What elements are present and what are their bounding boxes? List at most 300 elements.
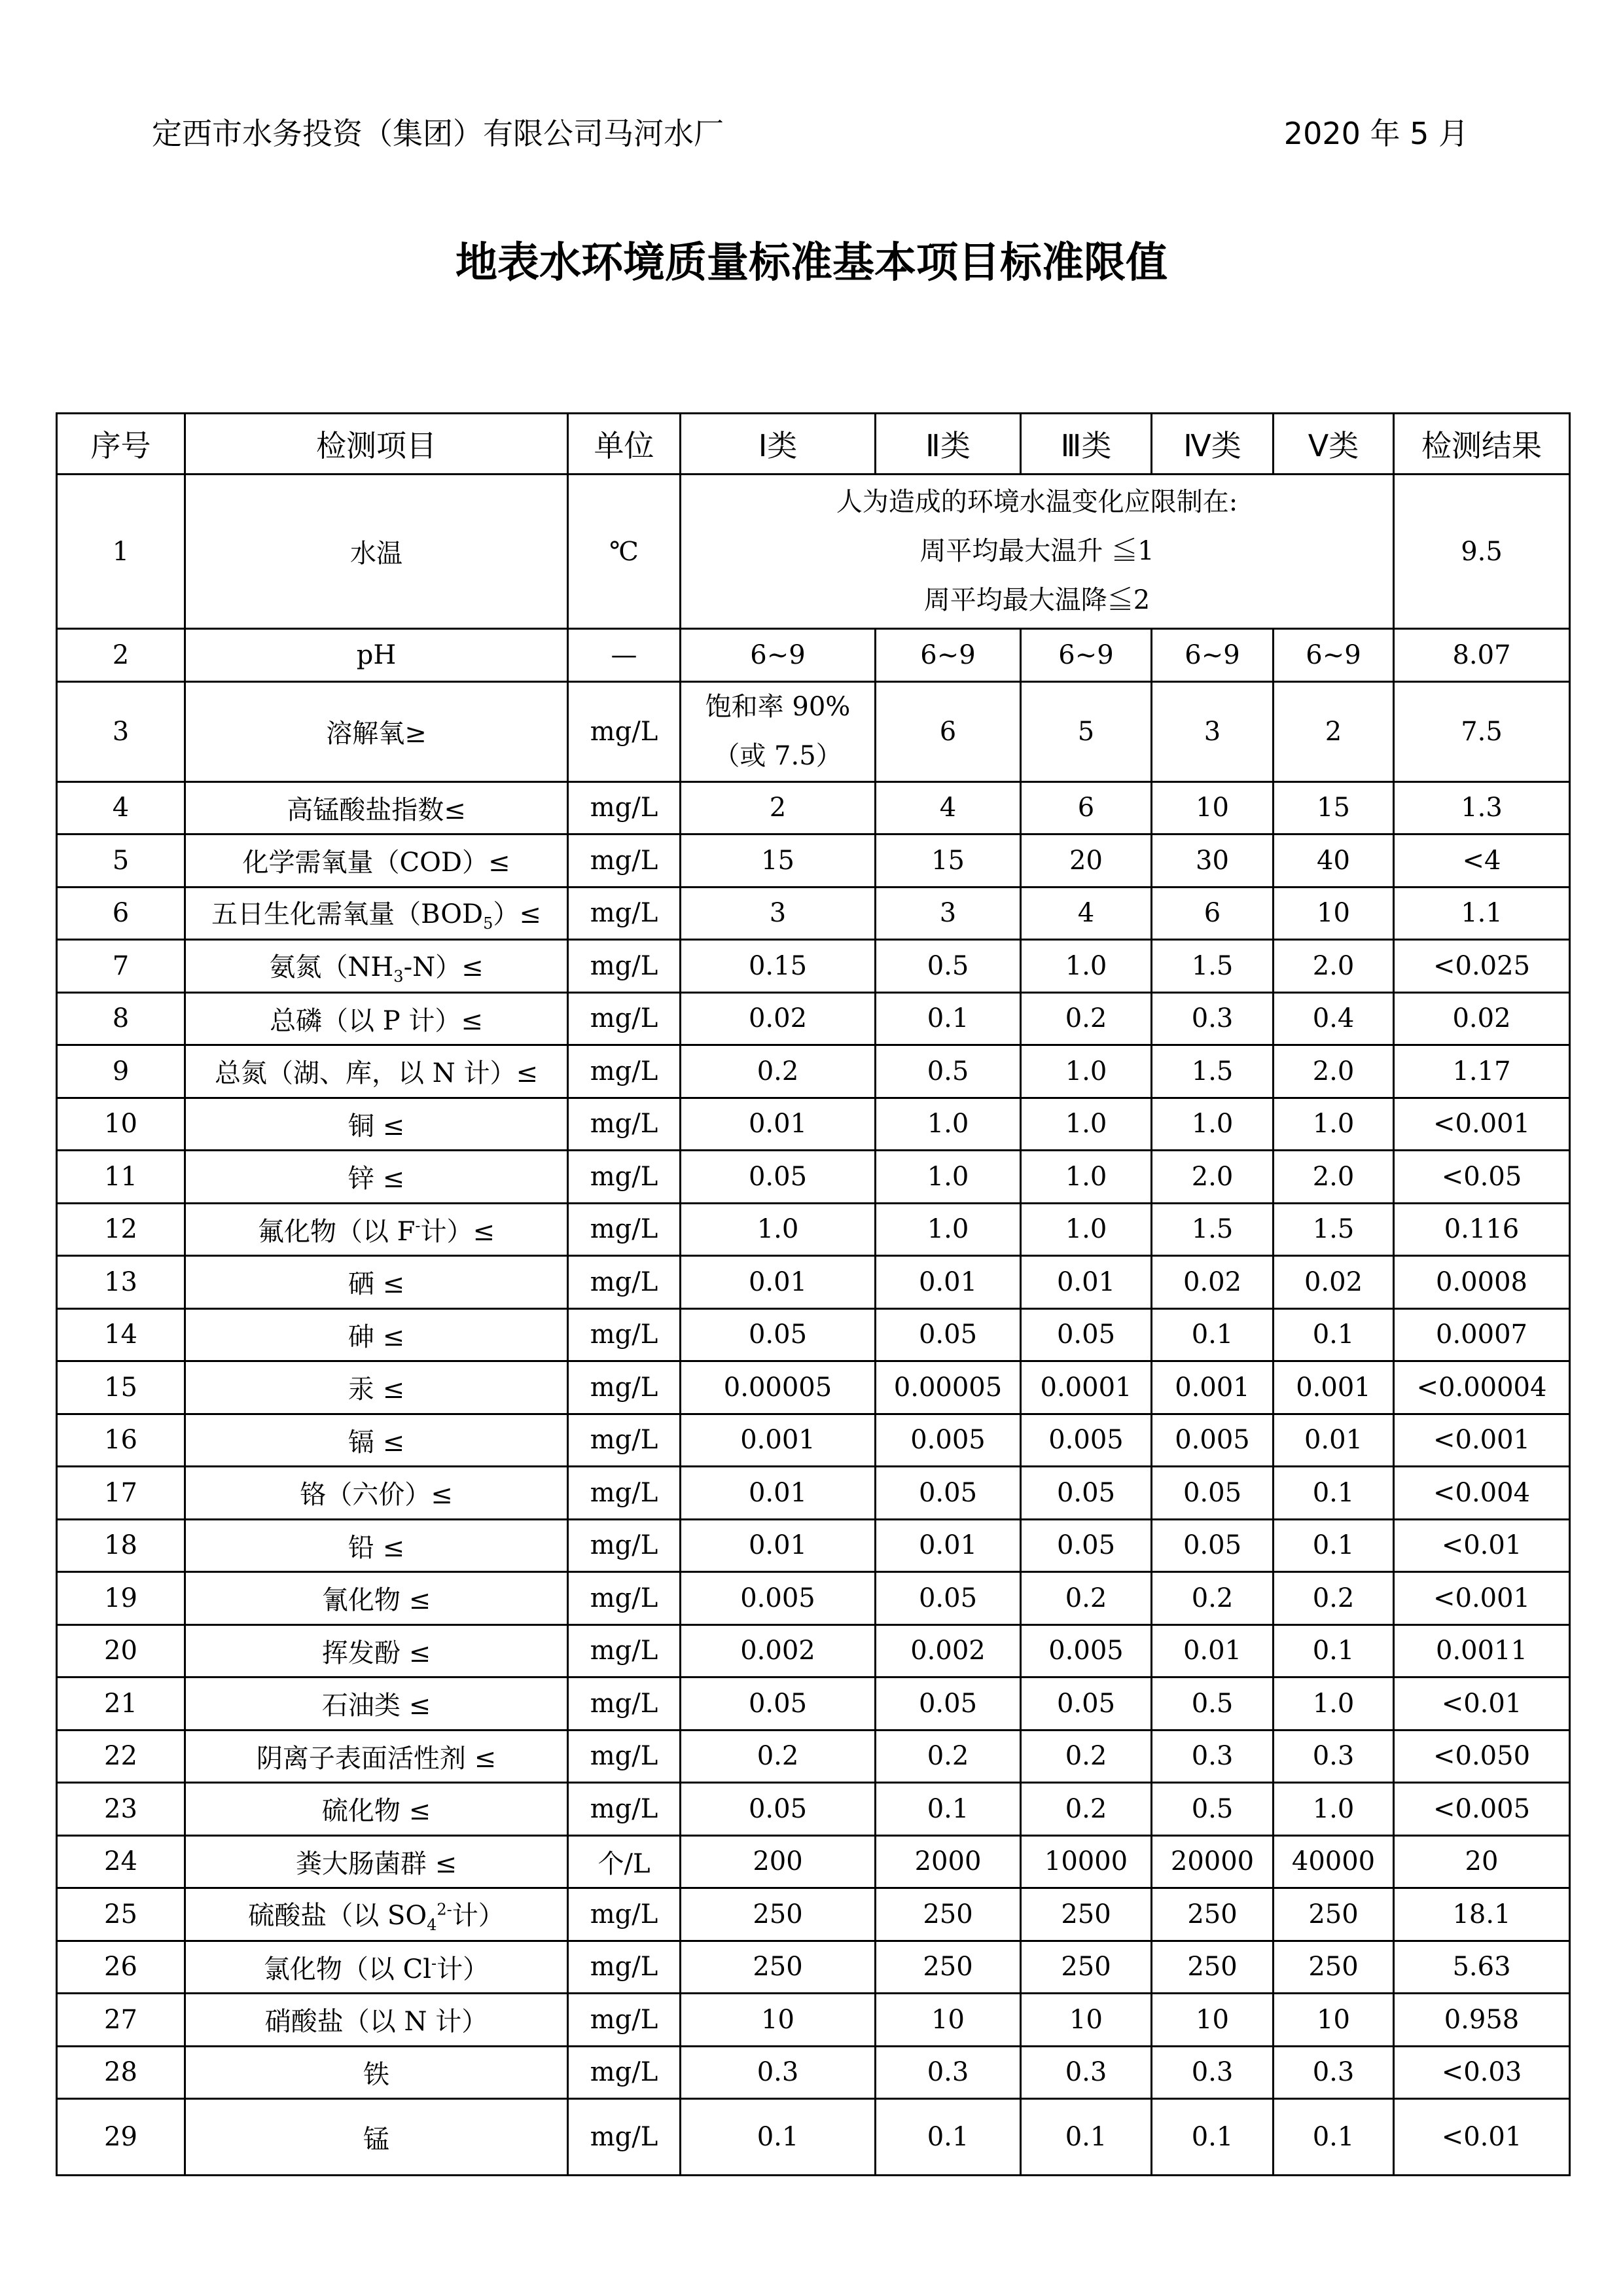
col-header-class-2: Ⅱ类 (876, 414, 1021, 475)
cell-item: 铬（六价）≤ (185, 1467, 568, 1520)
cell-class-3: 0.005 (1021, 1414, 1152, 1467)
cell-no: 16 (57, 1414, 185, 1467)
cell-item: 硝酸盐（以 N 计） (185, 1994, 568, 2047)
cell-class-4: 0.3 (1152, 992, 1274, 1045)
cell-no: 23 (57, 1783, 185, 1836)
cell-class-1: 0.2 (681, 1730, 876, 1783)
cell-result: 1.1 (1394, 887, 1570, 940)
cell-class-1: 0.2 (681, 1045, 876, 1098)
item-text: 计） (452, 1900, 505, 1931)
cell-class-5: 1.5 (1274, 1203, 1394, 1256)
subscript: 3 (393, 967, 404, 986)
cell-no: 4 (57, 781, 185, 834)
superscript: - (415, 1216, 421, 1235)
table-row (57, 1572, 1570, 1625)
cell-result: 0.0007 (1394, 1308, 1570, 1361)
cell-unit: mg/L (568, 1151, 681, 1204)
cell-class-4: 2.0 (1152, 1151, 1274, 1204)
cell-item (185, 1941, 568, 1994)
cell-result: <0.01 (1394, 1677, 1570, 1731)
cell-class-2: 0.5 (876, 940, 1021, 993)
cell-class-1: 0.01 (681, 1256, 876, 1309)
cell-class-3: 0.3 (1021, 2046, 1152, 2099)
cell-class-1: 0.01 (681, 1098, 876, 1151)
cell-class-5: 6~9 (1274, 629, 1394, 682)
cell-unit: mg/L (568, 1941, 681, 1994)
cell-class-3: 0.2 (1021, 1730, 1152, 1783)
cell-class-1: 0.005 (681, 1572, 876, 1625)
cell-result: <0.050 (1394, 1730, 1570, 1783)
cell-class-5: 0.2 (1274, 1572, 1394, 1625)
cell-unit: mg/L (568, 1730, 681, 1783)
cell-class-4: 1.5 (1152, 1045, 1274, 1098)
cell-unit: mg/L (568, 1783, 681, 1836)
cell-item: 镉 ≤ (185, 1414, 568, 1467)
table-row (57, 2046, 1570, 2099)
table-row (57, 1730, 1570, 1783)
cell-class-3: 0.2 (1021, 992, 1152, 1045)
cell-unit: mg/L (568, 1098, 681, 1151)
item-text: 五日生化需氧量（BOD (211, 899, 484, 930)
page-title: 地表水环境质量标准基本项目标准限值 (455, 239, 1168, 287)
cell-class-1: 250 (681, 1888, 876, 1941)
table-row (57, 1414, 1570, 1467)
cell-class-4: 250 (1152, 1941, 1274, 1994)
cell-no: 13 (57, 1256, 185, 1309)
cell-class-4: 0.3 (1152, 1730, 1274, 1783)
cell-class-2: 0.1 (876, 992, 1021, 1045)
table-row (57, 834, 1570, 888)
cell-class-3: 1.0 (1021, 1151, 1152, 1204)
cell-unit: mg/L (568, 1572, 681, 1625)
cell-class-1: 0.05 (681, 1151, 876, 1204)
cell-item (185, 940, 568, 993)
note-line: 周平均最大温降≦2 (923, 585, 1150, 615)
cell-unit: mg/L (568, 781, 681, 834)
superscript: - (431, 1954, 437, 1973)
cell-result: <0.025 (1394, 940, 1570, 993)
cell-class-1: 15 (681, 834, 876, 888)
cell-unit: mg/L (568, 1677, 681, 1731)
cell-class-4: 0.005 (1152, 1414, 1274, 1467)
cell-result: 0.0011 (1394, 1624, 1570, 1677)
superscript: 2- (437, 1900, 452, 1919)
cell-item (185, 887, 568, 940)
cell-class-2: 3 (876, 887, 1021, 940)
cell-class-1: 0.00005 (681, 1361, 876, 1414)
cell-class-4: 1.0 (1152, 1098, 1274, 1151)
table-row (57, 1151, 1570, 1204)
cell-unit: mg/L (568, 2046, 681, 2099)
cell-class-3: 6 (1021, 781, 1152, 834)
cell-class-2: 1.0 (876, 1151, 1021, 1204)
cell-result: 20 (1394, 1835, 1570, 1888)
cell-no: 1 (57, 475, 185, 629)
cell-result: 1.17 (1394, 1045, 1570, 1098)
cell-unit: mg/L (568, 992, 681, 1045)
cell-unit: mg/L (568, 2099, 681, 2176)
table-row (57, 1045, 1570, 1098)
cell-class-5: 2.0 (1274, 1045, 1394, 1098)
table-row (57, 2099, 1570, 2176)
cell-class-4: 0.5 (1152, 1677, 1274, 1731)
cell-class-5: 0.1 (1274, 1308, 1394, 1361)
cell-class-3: 5 (1021, 681, 1152, 781)
cell-no: 14 (57, 1308, 185, 1361)
table-row (57, 1783, 1570, 1836)
cell-class-5: 0.4 (1274, 992, 1394, 1045)
cell-no: 5 (57, 834, 185, 888)
cell-class-2: 2000 (876, 1835, 1021, 1888)
cell-class-2: 0.05 (876, 1308, 1021, 1361)
table-row (57, 1098, 1570, 1151)
cell-unit: mg/L (568, 834, 681, 888)
cell-class-2: 0.05 (876, 1467, 1021, 1520)
cell-unit: ℃ (568, 475, 681, 629)
cell-item: 水温 (185, 475, 568, 629)
cell-class-5: 40000 (1274, 1835, 1394, 1888)
cell-class-3: 0.1 (1021, 2099, 1152, 2176)
cell-class-2: 0.01 (876, 1519, 1021, 1572)
cell-unit: 个/L (568, 1835, 681, 1888)
cell-class-3: 10000 (1021, 1835, 1152, 1888)
cell-class-2: 0.05 (876, 1677, 1021, 1731)
cell-no: 21 (57, 1677, 185, 1731)
cell-class-2: 250 (876, 1888, 1021, 1941)
cell-class-3: 0.01 (1021, 1256, 1152, 1309)
table-row (57, 1624, 1570, 1677)
cell-no: 3 (57, 681, 185, 781)
cell-class-3: 10 (1021, 1994, 1152, 2047)
cell-class-3: 20 (1021, 834, 1152, 888)
cell-class-2: 4 (876, 781, 1021, 834)
cell-no: 22 (57, 1730, 185, 1783)
standards-table (56, 412, 1571, 2176)
cell-item: 硒 ≤ (185, 1256, 568, 1309)
cell-no: 20 (57, 1624, 185, 1677)
table-row (57, 681, 1570, 781)
cell-class-5: 0.001 (1274, 1361, 1394, 1414)
table-row (57, 1677, 1570, 1731)
cell-class-5: 250 (1274, 1941, 1394, 1994)
col-header-class-3: Ⅲ类 (1021, 414, 1152, 475)
cell-class-1: 0.02 (681, 992, 876, 1045)
table-row (57, 1941, 1570, 1994)
cell-class-2: 1.0 (876, 1098, 1021, 1151)
item-text: 氨氮（NH (269, 952, 394, 982)
cell-class-2: 0.002 (876, 1624, 1021, 1677)
cell-class-3: 6~9 (1021, 629, 1152, 682)
cell-item: 锌 ≤ (185, 1151, 568, 1204)
cell-class-3: 1.0 (1021, 1203, 1152, 1256)
table-row (57, 1994, 1570, 2047)
table-row (57, 887, 1570, 940)
cell-no: 12 (57, 1203, 185, 1256)
cell-item: 硫化物 ≤ (185, 1783, 568, 1836)
cell-class-5: 0.1 (1274, 1467, 1394, 1520)
cell-class-3: 0.05 (1021, 1308, 1152, 1361)
table-row (57, 1519, 1570, 1572)
cell-class-3: 1.0 (1021, 1098, 1152, 1151)
cell-class-1: 0.1 (681, 2099, 876, 2176)
item-text: 氟化物（以 F (257, 1216, 416, 1247)
cell-water-temp-note (681, 475, 1394, 629)
cell-no: 25 (57, 1888, 185, 1941)
cell-class-3: 0.05 (1021, 1467, 1152, 1520)
col-header-no: 序号 (57, 414, 185, 475)
cell-class-4: 10 (1152, 781, 1274, 834)
cell-unit: mg/L (568, 1256, 681, 1309)
cell-class-2: 0.3 (876, 2046, 1021, 2099)
cell-item (185, 1888, 568, 1941)
cell-class-3: 0.2 (1021, 1572, 1152, 1625)
cell-no: 15 (57, 1361, 185, 1414)
report-date: 2020 年 5 月 (1283, 116, 1469, 151)
cell-class-4: 0.01 (1152, 1624, 1274, 1677)
cell-item: 氰化物 ≤ (185, 1572, 568, 1625)
item-text: -N）≤ (403, 952, 484, 982)
cell-no: 29 (57, 2099, 185, 2176)
cell-class-3: 0.2 (1021, 1783, 1152, 1836)
cell-result: 5.63 (1394, 1941, 1570, 1994)
cell-class-3: 0.005 (1021, 1624, 1152, 1677)
cell-class-3: 1.0 (1021, 1045, 1152, 1098)
cell-item: 粪大肠菌群 ≤ (185, 1835, 568, 1888)
cell-class-4: 1.5 (1152, 940, 1274, 993)
cell-class-2: 1.0 (876, 1203, 1021, 1256)
cell-item: 挥发酚 ≤ (185, 1624, 568, 1677)
cell-class-2: 0.00005 (876, 1361, 1021, 1414)
note-line: 人为造成的环境水温变化应限制在: (836, 487, 1238, 517)
cell-class-2: 0.005 (876, 1414, 1021, 1467)
cell-class-4: 0.1 (1152, 2099, 1274, 2176)
cell-result: <0.001 (1394, 1572, 1570, 1625)
col-header-item: 检测项目 (185, 414, 568, 475)
col-header-class-1: Ⅰ类 (681, 414, 876, 475)
table-row (57, 940, 1570, 993)
cell-result: 8.07 (1394, 629, 1570, 682)
cell-class-5: 0.3 (1274, 2046, 1394, 2099)
cell-no: 19 (57, 1572, 185, 1625)
cell-result: <0.05 (1394, 1151, 1570, 1204)
cell-class-1: 6~9 (681, 629, 876, 682)
cell-result: <0.005 (1394, 1783, 1570, 1836)
cell-class-4: 0.2 (1152, 1572, 1274, 1625)
cell-unit: mg/L (568, 1414, 681, 1467)
cell-class-1: 0.001 (681, 1414, 876, 1467)
cell-class-5: 40 (1274, 834, 1394, 888)
cell-class-4: 0.05 (1152, 1519, 1274, 1572)
cell-class-4: 30 (1152, 834, 1274, 888)
subscript: 4 (427, 1915, 437, 1934)
table-row (57, 629, 1570, 682)
cell-class-1: 0.05 (681, 1308, 876, 1361)
cell-class-4: 0.3 (1152, 2046, 1274, 2099)
cell-class-4: 20000 (1152, 1835, 1274, 1888)
item-text: 计）≤ (420, 1216, 495, 1247)
cell-item: 锰 (185, 2099, 568, 2176)
item-text: 氯化物（以 Cl (263, 1954, 431, 1984)
cell-class-4: 6~9 (1152, 629, 1274, 682)
cell-class-4: 0.05 (1152, 1467, 1274, 1520)
cell-class-3: 250 (1021, 1941, 1152, 1994)
col-header-class-4: Ⅳ类 (1152, 414, 1274, 475)
cell-item: 砷 ≤ (185, 1308, 568, 1361)
cell-class-4: 1.5 (1152, 1203, 1274, 1256)
cell-unit: mg/L (568, 1994, 681, 2047)
cell-class-1: 200 (681, 1835, 876, 1888)
header-row (57, 414, 1570, 475)
cell-class-2: 6 (876, 681, 1021, 781)
cell-class-2: 6~9 (876, 629, 1021, 682)
cell-unit: mg/L (568, 681, 681, 781)
col-header-result: 检测结果 (1394, 414, 1570, 475)
cell-class-1: 0.05 (681, 1677, 876, 1731)
cell-class-5: 1.0 (1274, 1677, 1394, 1731)
cell-result: 0.116 (1394, 1203, 1570, 1256)
item-text: ）≤ (493, 899, 541, 930)
cell-result: <0.004 (1394, 1467, 1570, 1520)
cell-item: pH (185, 629, 568, 682)
note-line: 周平均最大温升 ≦1 (919, 536, 1154, 566)
cell-no: 28 (57, 2046, 185, 2099)
cell-class-5: 10 (1274, 1994, 1394, 2047)
cell-result: 0.0008 (1394, 1256, 1570, 1309)
cell-result: <0.00004 (1394, 1361, 1570, 1414)
cell-class-1: 0.01 (681, 1519, 876, 1572)
cell-result: <0.001 (1394, 1414, 1570, 1467)
subscript: 5 (483, 914, 493, 933)
table-row (57, 1361, 1570, 1414)
cell-item (185, 1203, 568, 1256)
cell-item: 溶解氧≥ (185, 681, 568, 781)
table-row (57, 781, 1570, 834)
cell-unit: mg/L (568, 1888, 681, 1941)
cell-class-1: 0.3 (681, 2046, 876, 2099)
cell-item: 高锰酸盐指数≤ (185, 781, 568, 834)
cell-class-4: 0.5 (1152, 1783, 1274, 1836)
cell-class-4: 10 (1152, 1994, 1274, 2047)
cell-item: 总氮（湖、库，以 N 计）≤ (185, 1045, 568, 1098)
cell-class-5: 250 (1274, 1888, 1394, 1941)
table-row (57, 992, 1570, 1045)
cell-class-5: 15 (1274, 781, 1394, 834)
cell-class-1: 250 (681, 1941, 876, 1994)
item-text: 硫酸盐（以 SO (248, 1900, 427, 1931)
cell-result: <0.01 (1394, 1519, 1570, 1572)
cell-class-1 (681, 681, 876, 781)
cell-unit: mg/L (568, 1203, 681, 1256)
cell-result: <0.01 (1394, 2099, 1570, 2176)
cell-class-2: 0.05 (876, 1572, 1021, 1625)
cell-result: 7.5 (1394, 681, 1570, 781)
table-row (57, 1256, 1570, 1309)
cell-class-2: 0.5 (876, 1045, 1021, 1098)
cell-unit: mg/L (568, 940, 681, 993)
cell-no: 9 (57, 1045, 185, 1098)
cell-class-4: 0.001 (1152, 1361, 1274, 1414)
cell-result: <0.001 (1394, 1098, 1570, 1151)
cell-class-4: 3 (1152, 681, 1274, 781)
cell-class-2: 0.1 (876, 2099, 1021, 2176)
cell-class-3: 0.0001 (1021, 1361, 1152, 1414)
cell-no: 2 (57, 629, 185, 682)
col-header-class-5: Ⅴ类 (1274, 414, 1394, 475)
cell-unit: mg/L (568, 1467, 681, 1520)
cell-class-5: 2 (1274, 681, 1394, 781)
cell-class-2: 15 (876, 834, 1021, 888)
table-row (57, 1835, 1570, 1888)
cell-result: 0.958 (1394, 1994, 1570, 2047)
cell-class-3: 1.0 (1021, 940, 1152, 993)
cell-class-5: 1.0 (1274, 1098, 1394, 1151)
cell-class-3: 4 (1021, 887, 1152, 940)
cell-class-1: 0.002 (681, 1624, 876, 1677)
organization-name: 定西市水务投资（集团）有限公司马河水厂 (152, 116, 724, 151)
cell-class-4: 6 (1152, 887, 1274, 940)
cell-no: 8 (57, 992, 185, 1045)
item-text: 计） (437, 1954, 490, 1984)
cell-class-1: 10 (681, 1994, 876, 2047)
cell-result: 0.02 (1394, 992, 1570, 1045)
cell-item: 阴离子表面活性剂 ≤ (185, 1730, 568, 1783)
cell-class-4: 0.1 (1152, 1308, 1274, 1361)
cell-class-1: 0.01 (681, 1467, 876, 1520)
cell-result: 9.5 (1394, 475, 1570, 629)
cell-result: <0.03 (1394, 2046, 1570, 2099)
cell-class-4: 0.02 (1152, 1256, 1274, 1309)
cell-class-2: 0.01 (876, 1256, 1021, 1309)
cell-class-3: 0.05 (1021, 1519, 1152, 1572)
cell-class-1: 0.15 (681, 940, 876, 993)
cell-no: 7 (57, 940, 185, 993)
table-row (57, 1467, 1570, 1520)
cell-class-5: 2.0 (1274, 1151, 1394, 1204)
cell-line: （或 7.5） (713, 740, 842, 771)
table-row (57, 1308, 1570, 1361)
cell-class-5: 0.1 (1274, 2099, 1394, 2176)
cell-class-5: 0.1 (1274, 1519, 1394, 1572)
table-row (57, 1203, 1570, 1256)
table-row (57, 1888, 1570, 1941)
cell-class-5: 0.02 (1274, 1256, 1394, 1309)
cell-no: 10 (57, 1098, 185, 1151)
cell-class-3: 250 (1021, 1888, 1152, 1941)
cell-result: 1.3 (1394, 781, 1570, 834)
cell-unit: mg/L (568, 887, 681, 940)
cell-class-5: 1.0 (1274, 1783, 1394, 1836)
cell-class-5: 0.3 (1274, 1730, 1394, 1783)
cell-class-4: 250 (1152, 1888, 1274, 1941)
cell-no: 11 (57, 1151, 185, 1204)
cell-no: 27 (57, 1994, 185, 2047)
table-row (57, 475, 1570, 629)
cell-class-5: 10 (1274, 887, 1394, 940)
cell-class-1: 3 (681, 887, 876, 940)
cell-item: 铁 (185, 2046, 568, 2099)
col-header-unit: 单位 (568, 414, 681, 475)
cell-item: 化学需氧量（COD）≤ (185, 834, 568, 888)
cell-item: 铅 ≤ (185, 1519, 568, 1572)
cell-item: 汞 ≤ (185, 1361, 568, 1414)
cell-no: 18 (57, 1519, 185, 1572)
cell-class-1: 0.05 (681, 1783, 876, 1836)
cell-class-5: 0.01 (1274, 1414, 1394, 1467)
cell-result: 18.1 (1394, 1888, 1570, 1941)
cell-line: 饱和率 90% (705, 691, 851, 722)
cell-class-5: 2.0 (1274, 940, 1394, 993)
cell-class-2: 250 (876, 1941, 1021, 1994)
